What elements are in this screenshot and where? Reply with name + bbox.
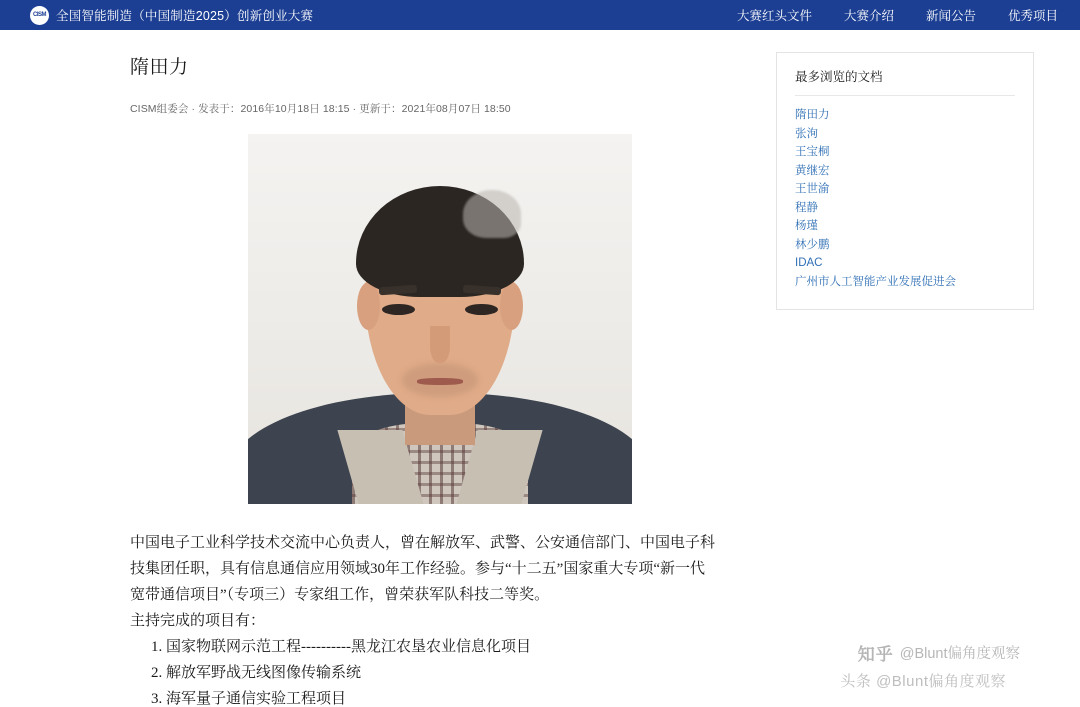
sidebar-link-10[interactable]: 广州市人工智能产业发展促进会 — [795, 275, 956, 288]
sidebar-link-6[interactable]: 程静 — [795, 201, 818, 214]
sidebar-link-3[interactable]: 王宝桐 — [795, 146, 830, 158]
toutiao-watermark: 头条 @Blunt偏角度观察 — [840, 673, 1006, 690]
article-project-list — [130, 634, 718, 707]
sidebar-title: 最多浏览的文档 — [795, 67, 1015, 96]
article-meta: CISM组委会 · 发表于：2016年10月18日 18:15 · 更新于：2021年08月07日 18:50 — [130, 103, 511, 115]
page-title: 隋田力 — [130, 57, 189, 78]
list-item: 2. 解放军野战无线图像传输系统 — [166, 660, 718, 686]
photo-nose — [430, 326, 449, 363]
article-paragraph: 中国电子工业科学技术交流中心负责人，曾在解放军、武警、公安通信部门、中国电子科技集团任职，具有信息通信应用领域30年工作经验。参与“十二五”国家重大专项“新一代宽带通信项目”（专项三）专家组工作，曾荣获军队科技二等奖。 — [130, 535, 716, 603]
article-photo-wrapper — [130, 134, 750, 504]
sidebar-link-7[interactable]: 杨瑾 — [795, 220, 818, 232]
sidebar-link-1[interactable]: 隋田力 — [795, 109, 830, 121]
sidebar-most-viewed — [776, 52, 1034, 310]
article-body — [130, 530, 718, 707]
sidebar-link-9[interactable]: IDAC — [795, 257, 823, 269]
nav-item-excellent-projects[interactable]: 优秀项目 — [1007, 9, 1058, 23]
sidebar-link-8[interactable]: 林少鹏 — [795, 238, 830, 251]
page-content — [0, 30, 1080, 707]
list-item: 3. 海军量子通信实验工程项目 — [166, 686, 718, 707]
nav-item-news[interactable]: 新闻公告 — [925, 9, 976, 23]
zhihu-watermark — [858, 640, 1020, 665]
sidebar-link-5[interactable]: 王世渝 — [795, 183, 830, 195]
portrait-photo — [248, 134, 632, 504]
site-brand[interactable] — [0, 6, 313, 25]
photo-hair-highlight — [463, 190, 521, 238]
sidebar-link-4[interactable]: 黄继宏 — [795, 164, 830, 177]
nav-item-red-header-docs[interactable]: 大赛红头文件 — [736, 9, 812, 23]
site-brand-title: 全国智能制造（中国制造2025）创新创业大赛 — [56, 9, 314, 23]
nav-item-competition-intro[interactable]: 大赛介绍 — [843, 9, 894, 23]
cism-logo-icon: CISM — [30, 6, 49, 25]
main-nav — [737, 0, 1058, 30]
zhihu-watermark-text: @Blunt偏角度观察 — [899, 646, 1020, 662]
zhihu-logo-icon: 知乎 — [857, 645, 894, 664]
article-list-intro: 主持完成的项目有： — [130, 613, 266, 629]
article — [130, 52, 750, 707]
photo-ear-right — [500, 282, 523, 330]
photo-mouth — [417, 378, 463, 385]
sidebar-link-2[interactable]: 张洵 — [795, 127, 818, 140]
list-item: 1. 国家物联网示范工程----------黑龙江农垦农业信息化项目 — [166, 634, 718, 660]
top-navigation-bar — [0, 0, 1080, 30]
